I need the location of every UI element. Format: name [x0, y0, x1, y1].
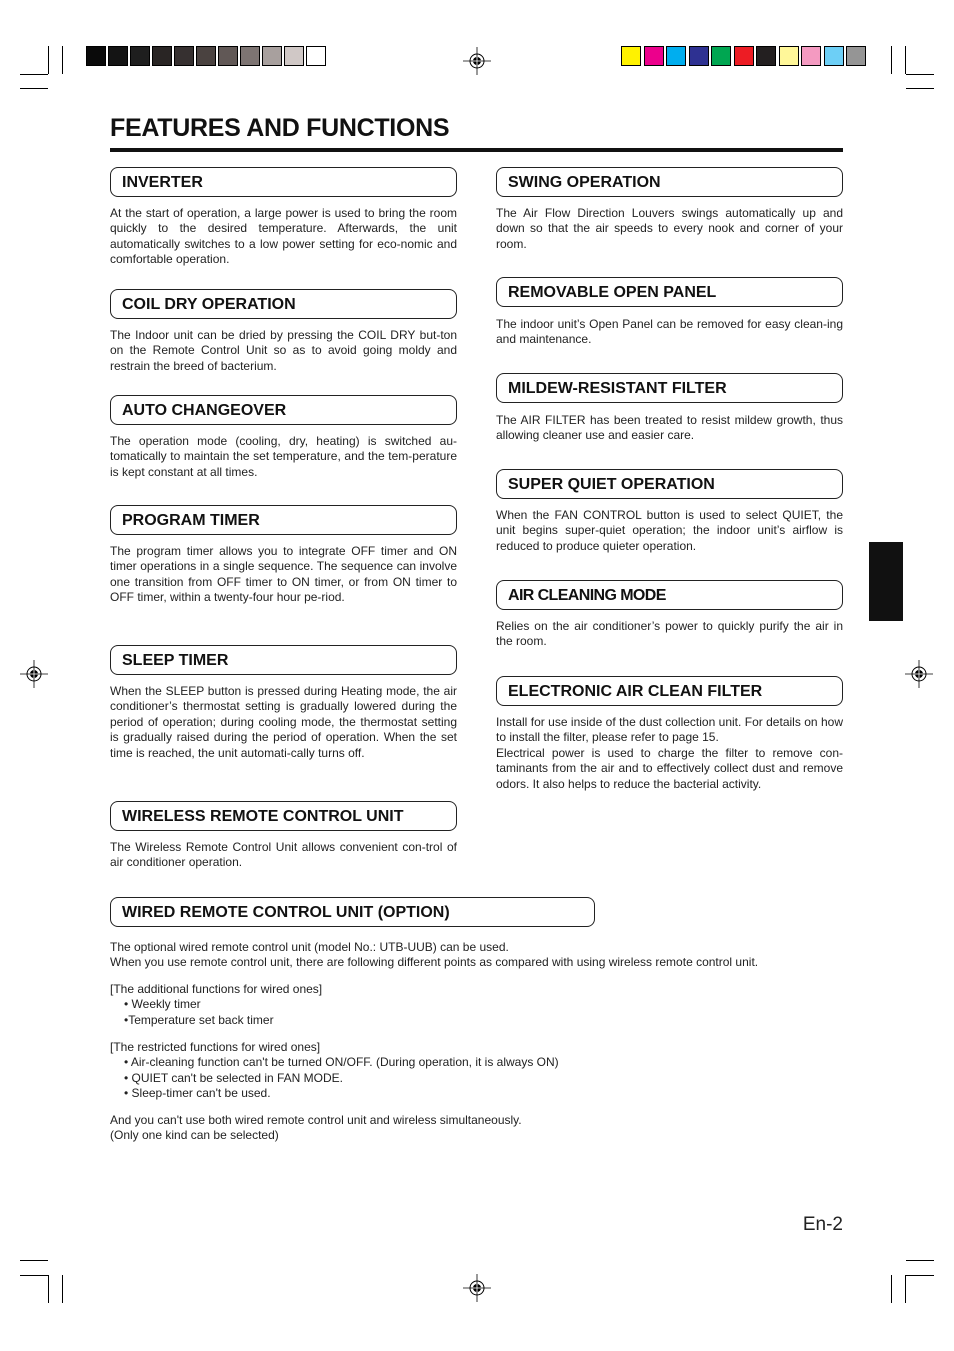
- color-swatch: [262, 46, 282, 66]
- registration-mark-icon: [463, 47, 491, 75]
- color-swatch: [108, 46, 128, 66]
- section-text-inverter: At the start of operation, a large power is used to bring the room quickly to the desired temperature. Afterwards, the unit automatically switches to a low power setting for eco-nomic and comfortable operation.: [110, 206, 457, 267]
- wired-closing: [110, 1113, 522, 1144]
- color-swatch: [801, 46, 821, 66]
- section-text-air-cleaning: Relies on the air conditioner’s power to quickly purify the air in the room.: [496, 619, 843, 649]
- color-swatch: [218, 46, 238, 66]
- color-swatch: [644, 46, 664, 66]
- color-swatch: [152, 46, 172, 66]
- wired-closing-line-2: (Only one kind can be selected): [110, 1128, 279, 1143]
- wired-restricted-title: [The restricted functions for wired ones]: [110, 1040, 321, 1054]
- crop-mark: [905, 1275, 906, 1303]
- section-text-program-timer: The program timer allows you to integrate OFF timer and ON timer operations in a single sequence. The sequence can involve one transition from OFF timer to ON timer, or from ON timer to OFF timer, within a twenty-four hour pe-riod.: [110, 544, 457, 605]
- color-swatch: [711, 46, 731, 66]
- section-text-wireless-remote: The Wireless Remote Control Unit allows convenient con-trol of air conditioner operation.: [110, 840, 457, 870]
- wired-additional: [110, 982, 322, 1028]
- color-swatch: [756, 46, 776, 66]
- wired-restricted: [110, 1040, 559, 1102]
- section-text-mildew-filter: The AIR FILTER has been treated to resist mildew growth, thus allowing cleaner use and easier care.: [496, 413, 843, 443]
- section-heading-removable-panel: REMOVABLE OPEN PANEL: [496, 277, 843, 307]
- section-text-swing: The Air Flow Direction Louvers swings automatically up and down so that the air speeds to every nook and corner of your room.: [496, 206, 843, 251]
- section-heading-program-timer: PROGRAM TIMER: [110, 505, 457, 535]
- section-heading-wireless-remote: WIRELESS REMOTE CONTROL UNIT: [110, 801, 457, 831]
- section-heading-wired-remote: WIRED REMOTE CONTROL UNIT (OPTION): [110, 897, 595, 927]
- crop-mark: [20, 1260, 48, 1261]
- color-swatch: [196, 46, 216, 66]
- section-heading-sleep-timer: SLEEP TIMER: [110, 645, 457, 675]
- crop-mark: [48, 46, 49, 74]
- color-swatch: [86, 46, 106, 66]
- page-number: En-2: [802, 1214, 843, 1235]
- color-swatch: [174, 46, 194, 66]
- list-item: •Temperature set back timer: [124, 1012, 274, 1027]
- color-swatch: [779, 46, 799, 66]
- page-title: FEATURES AND FUNCTIONS: [110, 114, 450, 142]
- list-item: • Sleep-timer can't be used.: [124, 1086, 271, 1101]
- list-item: • Weekly timer: [124, 997, 201, 1012]
- section-heading-super-quiet: SUPER QUIET OPERATION: [496, 469, 843, 499]
- crop-mark: [906, 1275, 934, 1276]
- color-swatch: [284, 46, 304, 66]
- section-text-electronic-filter: [496, 715, 843, 792]
- registration-mark-icon: [905, 660, 933, 688]
- crop-mark: [20, 88, 48, 89]
- color-swatch: [240, 46, 260, 66]
- crop-mark: [891, 46, 892, 74]
- crop-mark: [906, 88, 934, 89]
- color-swatch: [306, 46, 326, 66]
- wired-closing-line-1: And you can't use both wired remote control unit and wireless simultaneously.: [110, 1113, 522, 1127]
- wired-intro-line-1: The optional wired remote control unit (model No.: UTB-UUB) can be used.: [110, 940, 509, 954]
- section-heading-inverter: INVERTER: [110, 167, 457, 197]
- section-text-auto-changeover: The operation mode (cooling, dry, heating) is switched au-tomatically to maintain the set temperature, and the tem-perature is kept constant at all times.: [110, 434, 457, 479]
- section-tab: [869, 542, 903, 621]
- wired-additional-title: [The additional functions for wired ones]: [110, 982, 323, 996]
- section-text-coil-dry: The Indoor unit can be dried by pressing the COIL DRY but-ton on the Remote Control Unit so as to avoid going moldy and restrain the breed of bacterium.: [110, 328, 457, 373]
- section-text-removable-panel: The indoor unit’s Open Panel can be removed for easy clean-ing and maintenance.: [496, 317, 843, 347]
- section-heading-auto-changeover: AUTO CHANGEOVER: [110, 395, 457, 425]
- color-swatch: [734, 46, 754, 66]
- crop-mark: [905, 46, 906, 74]
- crop-mark: [906, 1260, 934, 1261]
- crop-mark: [20, 74, 48, 75]
- section-heading-swing: SWING OPERATION: [496, 167, 843, 197]
- crop-mark: [62, 46, 63, 74]
- grayscale-bar: [86, 46, 328, 66]
- wired-intro: [110, 940, 758, 971]
- color-swatch: [130, 46, 150, 66]
- crop-mark: [62, 1275, 63, 1303]
- color-swatch: [666, 46, 686, 66]
- registration-mark-icon: [20, 660, 48, 688]
- electronic-filter-para-2: Electrical power is used to charge the filter to remove con-taminants from the air and to effectively collect dust and remove odors. It also helps to reduce the bacterial activity.: [496, 745, 843, 791]
- list-item: • QUIET can't be selected in FAN MODE.: [124, 1070, 344, 1085]
- section-heading-mildew-filter: MILDEW-RESISTANT FILTER: [496, 373, 843, 403]
- wired-intro-line-2: When you use remote control unit, there are following different points as compared with using wireless remote control unit.: [110, 955, 759, 970]
- section-text-sleep-timer: When the SLEEP button is pressed during Heating mode, the air conditioner’s thermostat setting is gradually lowered during the period of operation; during cooling mode, the thermostat setting is gradually raised during the period of operation. When the set time is reached, the unit automati-cally turns off.: [110, 684, 457, 760]
- section-heading-air-cleaning: AIR CLEANING MODE: [496, 580, 843, 610]
- crop-mark: [48, 1275, 49, 1303]
- crop-mark: [906, 74, 934, 75]
- color-swatch: [846, 46, 866, 66]
- color-swatch: [621, 46, 641, 66]
- list-item: • Air-cleaning function can't be turned ON/OFF. (During operation, it is always ON): [124, 1055, 559, 1070]
- color-bar: [621, 46, 869, 66]
- title-rule: [110, 148, 843, 152]
- section-heading-electronic-filter: ELECTRONIC AIR CLEAN FILTER: [496, 676, 843, 706]
- section-heading-coil-dry: COIL DRY OPERATION: [110, 289, 457, 319]
- color-swatch: [689, 46, 709, 66]
- section-text-super-quiet: When the FAN CONTROL button is used to select QUIET, the unit begins super-quiet operation; the indoor unit’s airflow is reduced to produce quieter operation.: [496, 508, 843, 553]
- electronic-filter-para-1: Install for use inside of the dust collection unit. For details on how to install the filter, please refer to page 15.: [496, 715, 843, 745]
- registration-mark-icon: [463, 1274, 491, 1302]
- crop-mark: [20, 1275, 48, 1276]
- color-swatch: [824, 46, 844, 66]
- crop-mark: [891, 1275, 892, 1303]
